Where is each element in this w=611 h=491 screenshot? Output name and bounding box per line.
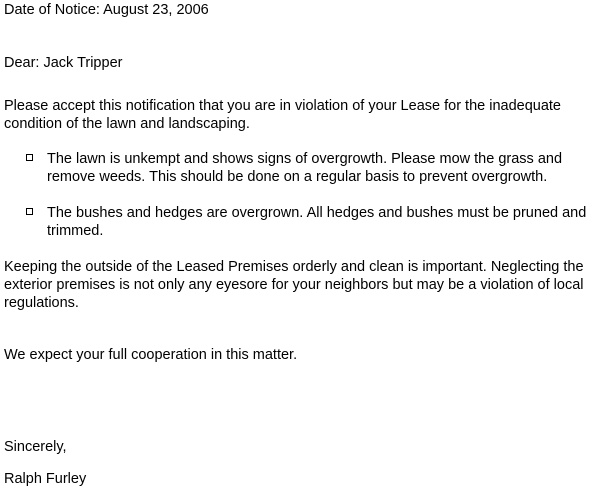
list-item-text: The bushes and hedges are overgrown. All hedges and bushes must be pruned and trimmed. [47,205,587,239]
salutation: Dear: Jack Tripper [4,55,123,71]
signature-name: Ralph Furley [4,471,87,487]
cooperation-line: We expect your full cooperation in this matter. [4,347,298,363]
intro-paragraph: Please accept this notification that you are in violation of your Lease for the inadequate condition of the lawn and landscaping. [4,98,561,132]
body-paragraph: Keeping the outside of the Leased Premises orderly and clean is important. Neglecting the exterior premises is not only any eyesore for your neighbors but may be a violation of local regulations. [4,259,584,311]
checkbox-icon [26,154,33,161]
closing: Sincerely, [4,439,67,455]
checkbox-icon [26,208,33,215]
list-item-text: The lawn is unkempt and shows signs of overgrowth. Please mow the grass and remove weeds. This should be done on a regular basis to prevent overgrowth. [47,151,563,185]
date-of-notice: Date of Notice: August 23, 2006 [4,2,209,18]
